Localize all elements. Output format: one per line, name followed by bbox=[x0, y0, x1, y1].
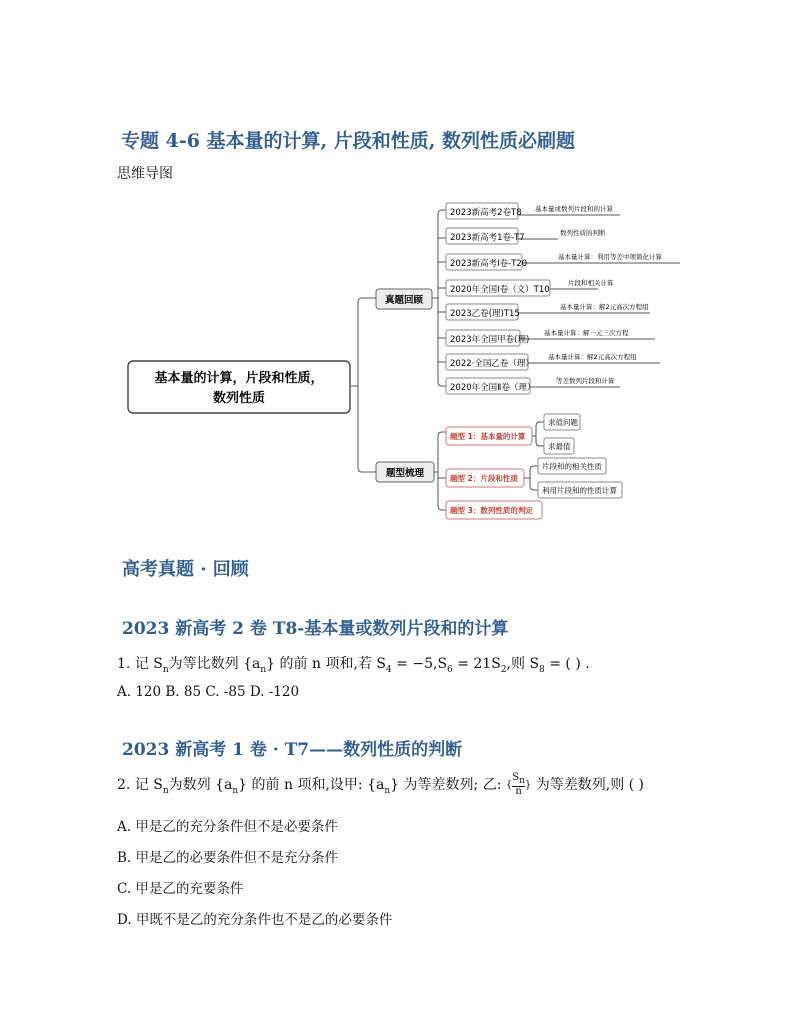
exam-label: 2023新高考2卷T8 bbox=[450, 208, 522, 218]
question-2-option-b: B. 甲是乙的必要条件但不是充分条件 bbox=[117, 850, 339, 866]
type-1-sub: 求值问题 bbox=[548, 418, 578, 427]
type-3-label: 题型 3：数列性质的判定 bbox=[450, 506, 533, 515]
question-1-heading: 2023 新高考 2 卷 T8-基本量或数列片段和的计算 bbox=[122, 619, 509, 639]
type-2-sub: 利用片段和的性质计算 bbox=[542, 486, 617, 495]
exam-label: 2023新高考1卷-T7 bbox=[450, 233, 525, 243]
branch-types: 题型梳理 bbox=[385, 468, 425, 479]
type-2-sub: 片段和的相关性质 bbox=[542, 462, 602, 471]
exam-note: 基本量或数列片段和的计算 bbox=[535, 205, 613, 213]
exam-note: 基本量计算：解2元高次方程组 bbox=[548, 353, 637, 361]
mindmap-root-line1: 基本量的计算，片段和性质， bbox=[154, 371, 324, 386]
exam-label: 2023年全国甲卷(理) bbox=[450, 335, 530, 345]
exam-note: 片段和相关计算 bbox=[568, 279, 614, 287]
question-2-option-c: C. 甲是乙的充要条件 bbox=[117, 881, 244, 897]
exam-note: 数列性质的判断 bbox=[560, 229, 606, 237]
exam-label: 2020年全国Ⅱ卷（理） bbox=[450, 383, 536, 393]
question-1-text: 1. 记 $S_n$为等比数列 $\{a_n\}$ 的前 n 项和,若 $S_4 = -5,S_6 = 21S_2$,则 $S_8$ = ( ) . bbox=[117, 656, 590, 675]
exam-label: 2023新高考I卷-T20 bbox=[450, 259, 528, 269]
question-2-heading: 2023 新高考 1 卷 · T7——数列性质的判断 bbox=[122, 740, 463, 760]
question-1-options: A. 120 B. 85 C. -85 D. -120 bbox=[117, 684, 300, 700]
mindmap-caption: 思维导图 bbox=[117, 166, 173, 182]
question-2-option-a: A. 甲是乙的充分条件但不是必要条件 bbox=[117, 819, 338, 835]
mindmap-root-line2: 数列性质 bbox=[212, 391, 266, 406]
exam-note: 基本量计算：解2元高次方程组 bbox=[560, 303, 649, 311]
exam-label: 2023乙卷(理)T15 bbox=[450, 309, 520, 319]
exam-label: 2020年全国Ⅰ卷（文）T10 bbox=[450, 285, 550, 295]
type-2-label: 题型 2：片段和性质 bbox=[450, 474, 518, 483]
exam-label: 2022·全国乙卷（理） bbox=[450, 359, 534, 369]
exam-note: 基本量计算：利用等差中项简化计算 bbox=[558, 253, 662, 261]
mind-map bbox=[120, 196, 680, 526]
document-title: 专题 4-6 基本量的计算, 片段和性质, 数列性质必刷题 bbox=[121, 130, 576, 152]
question-2-option-d: D. 甲既不是乙的充分条件也不是乙的必要条件 bbox=[117, 912, 393, 928]
branch-review: 真题回顾 bbox=[384, 295, 424, 306]
type-1-sub: 求最值 bbox=[548, 442, 571, 451]
type-1-label: 题型 1：基本量的计算 bbox=[450, 432, 526, 441]
section-heading-review: 高考真题 · 回顾 bbox=[122, 559, 249, 580]
exam-note: 等差数列片段和计算 bbox=[556, 377, 615, 385]
question-2-text: 2. 记 $S_n$为数列 $\{a_n\}$ 的前 n 项和,设甲: $\{a_n\}$ 为等差数列; 乙: { $\frac{S_n}{n}$ } 为等差数列,则 ( ) bbox=[117, 772, 645, 797]
exam-note: 基本量计算：解一元三次方程 bbox=[544, 329, 629, 337]
